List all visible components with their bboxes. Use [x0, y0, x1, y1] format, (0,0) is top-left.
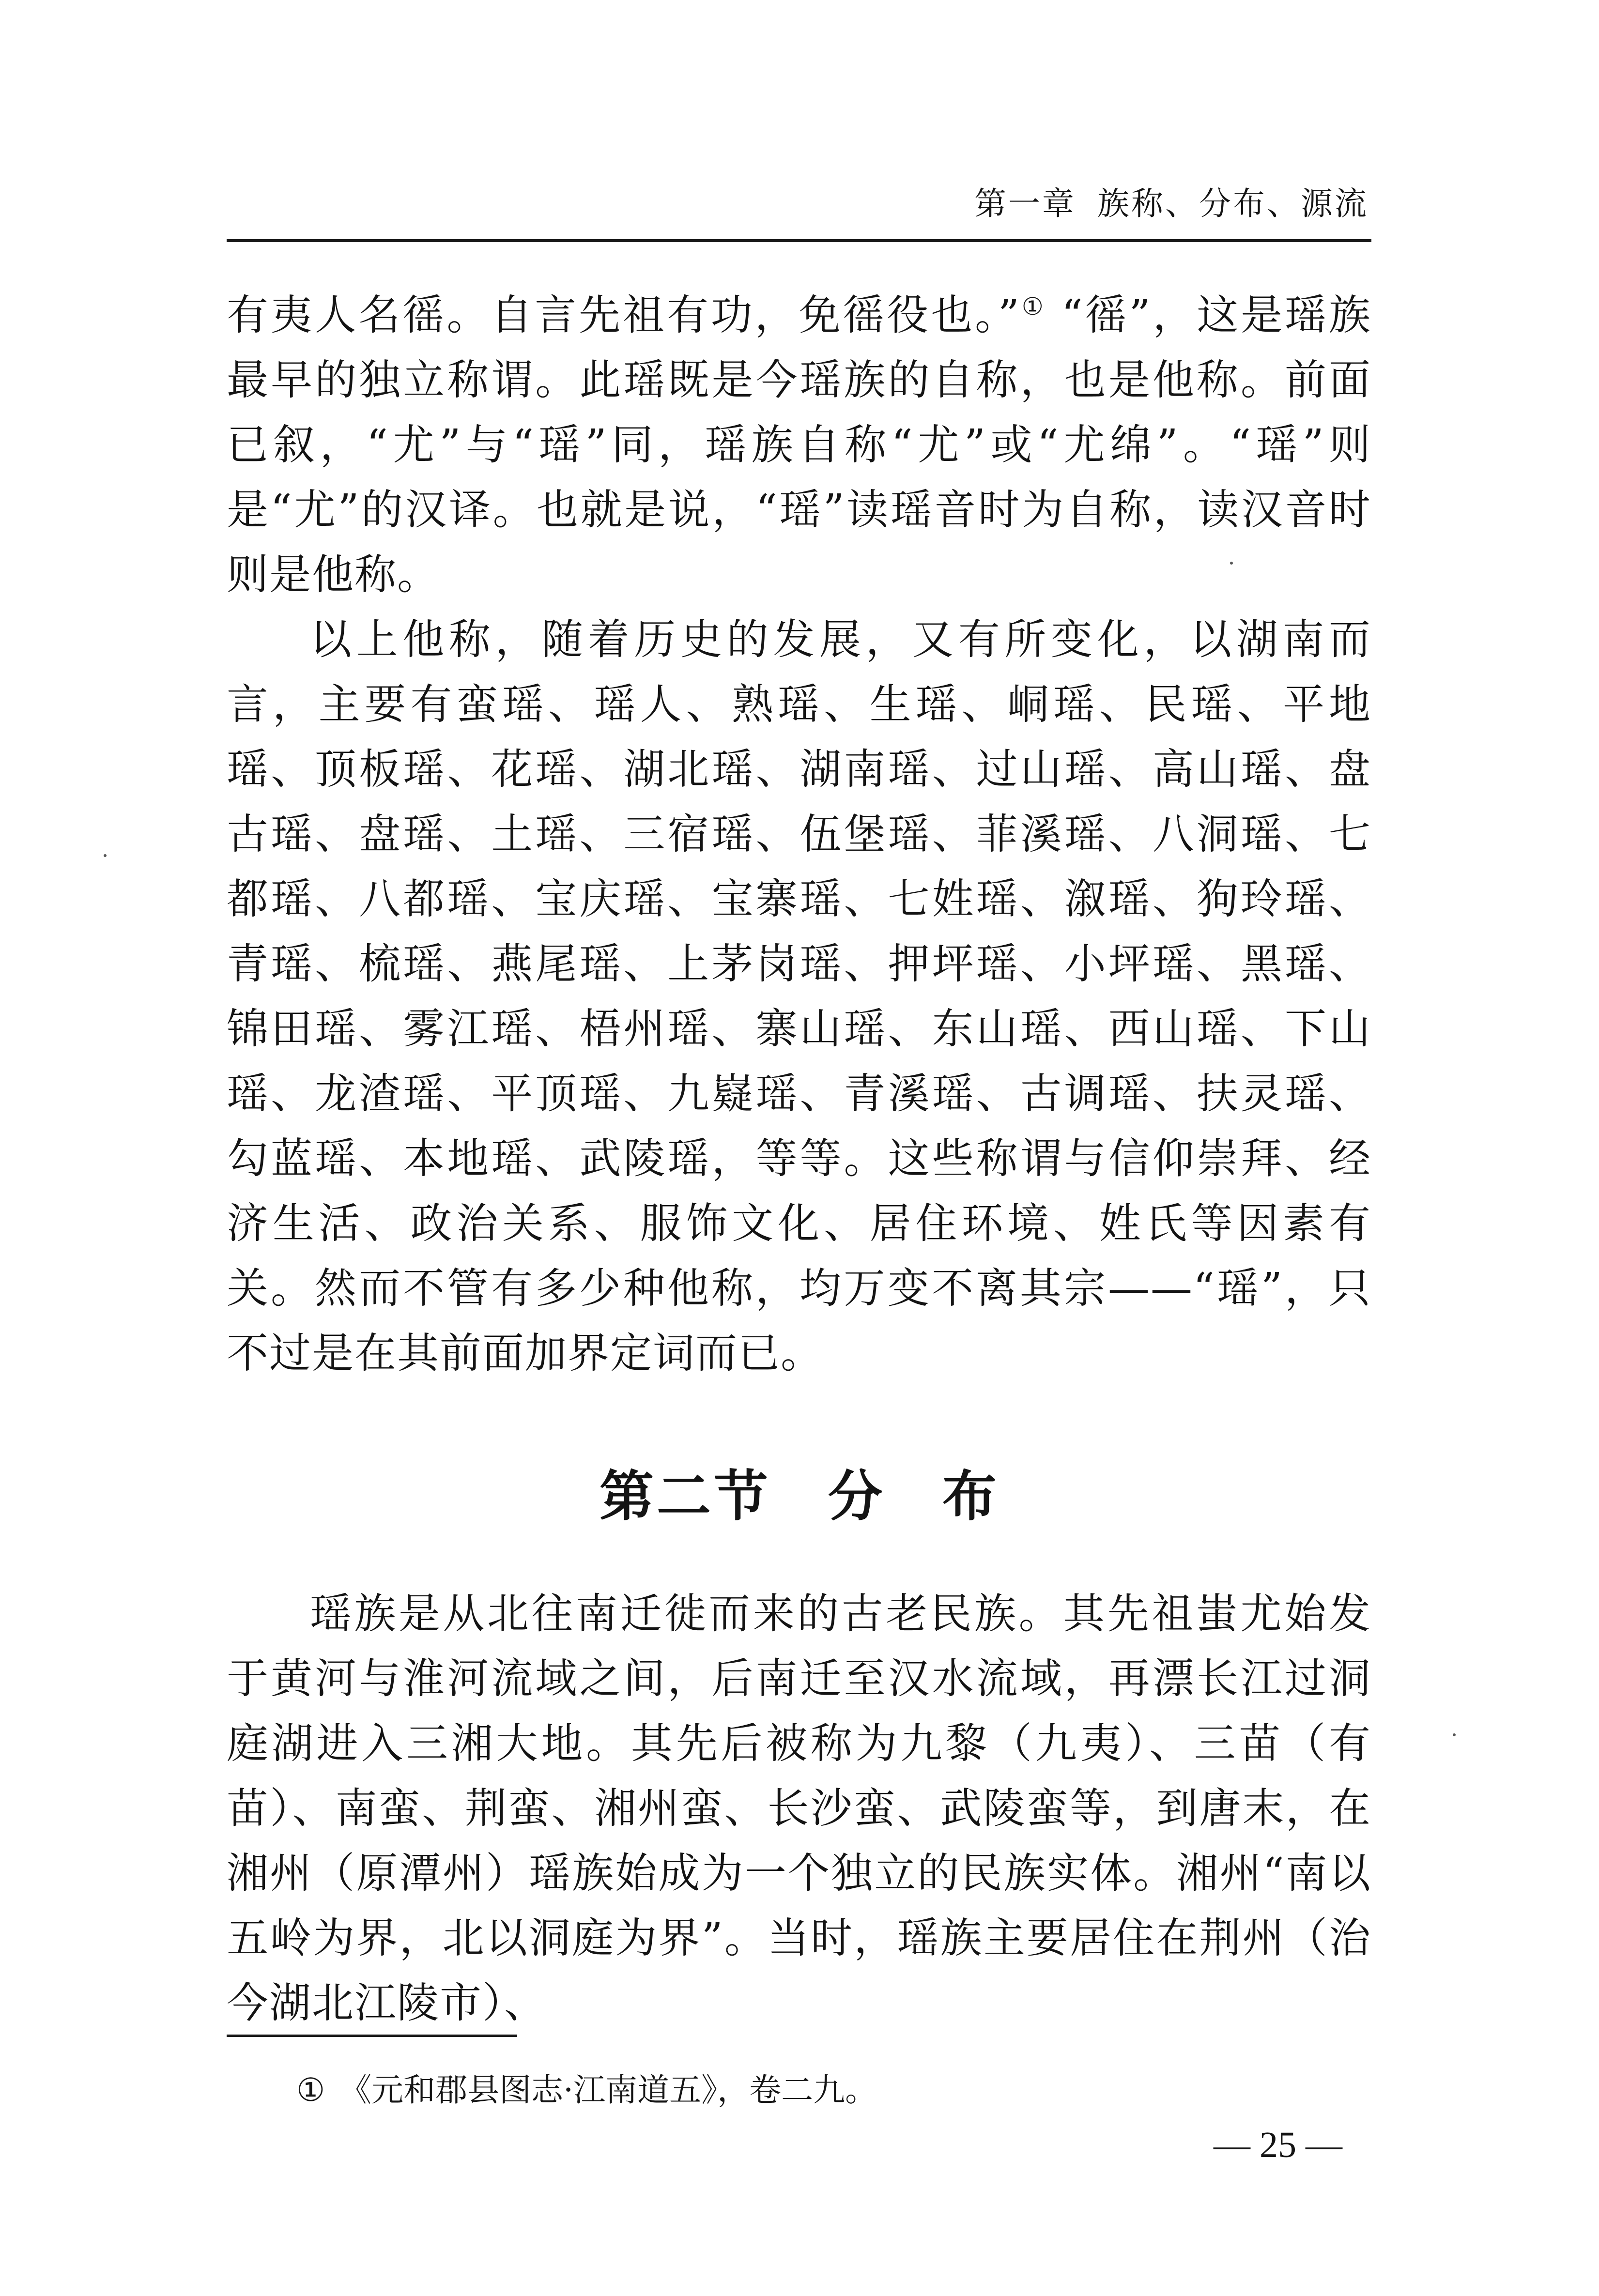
section-1-body [227, 283, 1371, 1386]
footnote-number: ① [296, 2071, 325, 2109]
scan-speck [1453, 1733, 1456, 1736]
paragraph-text-before-note: 有夷人名徭。自言先祖有功，免徭役也。” [227, 291, 1020, 339]
running-header [974, 182, 1368, 226]
section-2-body [227, 1581, 1371, 2036]
paragraph [227, 283, 1371, 607]
footnote-reference-mark: ① [1020, 292, 1046, 321]
paragraph: 以上他称，随着历史的发展，又有所变化，以湖南而言，主要有蛮瑶、瑶人、熟瑶、生瑶、峒瑶、民瑶、平地瑶、顶板瑶、花瑶、湖北瑶、湖南瑶、过山瑶、高山瑶、盘古瑶、盘瑶、土瑶、三宿瑶、伍堡瑶、菲溪瑶、八洞瑶、七都瑶、八都瑶、宝庆瑶、宝寨瑶、七姓瑶、溆瑶、狗玲瑶、青瑶、梳瑶、燕尾瑶、上茅岗瑶、押坪瑶、小坪瑶、黑瑶、锦田瑶、雾江瑶、梧州瑶、寨山瑶、东山瑶、西山瑶、下山瑶、龙渣瑶、平顶瑶、九嶷瑶、青溪瑶、古调瑶、扶灵瑶、勾蓝瑶、本地瑶、武陵瑶，等等。这些称谓与信仰崇拜、经济生活、政治关系、服饰文化、居住环境、姓氏等因素有关。然而不管有多少种他称，均万变不离其宗——“瑶”，只不过是在其前面加界定词而已。 [227, 615, 1371, 1378]
footnote [296, 2068, 877, 2112]
header-chapter: 第一章 [974, 185, 1076, 222]
header-rule [227, 239, 1371, 242]
scan-speck [1230, 562, 1233, 565]
scan-speck [104, 854, 107, 857]
paragraph-text-after-note: “徭”，这是瑶族最早的独立称谓。此瑶既是今瑶族的自称，也是他称。前面已叙，“尤”与“瑶”同，瑶族自称“尤”或“尤绵”。“瑶”则是“尤”的汉译。也就是说，“瑶”读瑶音时为自称，读汉音时则是他称。 [227, 291, 1371, 599]
paragraph: 瑶族是从北往南迁徙而来的古老民族。其先祖蚩尤始发于黄河与淮河流域之间，后南迁至汉水流域，再漂长江过洞庭湖进入三湘大地。其先后被称为九黎（九夷）、三苗（有苗）、南蛮、荆蛮、湘州蛮、长沙蛮、武陵蛮等，到唐末，在湘州（原潭州）瑶族始成为一个独立的民族实体。湘州“南以五岭为界，北以洞庭为界”。当时，瑶族主要居住在荆州（治今湖北江陵市）、 [227, 1590, 1371, 2027]
footnote-rule [227, 2035, 517, 2037]
page-number: — 25 — [1214, 2125, 1342, 2165]
section-heading: 第二节 分 布 [600, 1465, 999, 1528]
footnote-text: 《元和郡县图志·江南道五》，卷二九。 [339, 2071, 877, 2109]
header-chapter-title: 族称、分布、源流 [1097, 185, 1368, 222]
